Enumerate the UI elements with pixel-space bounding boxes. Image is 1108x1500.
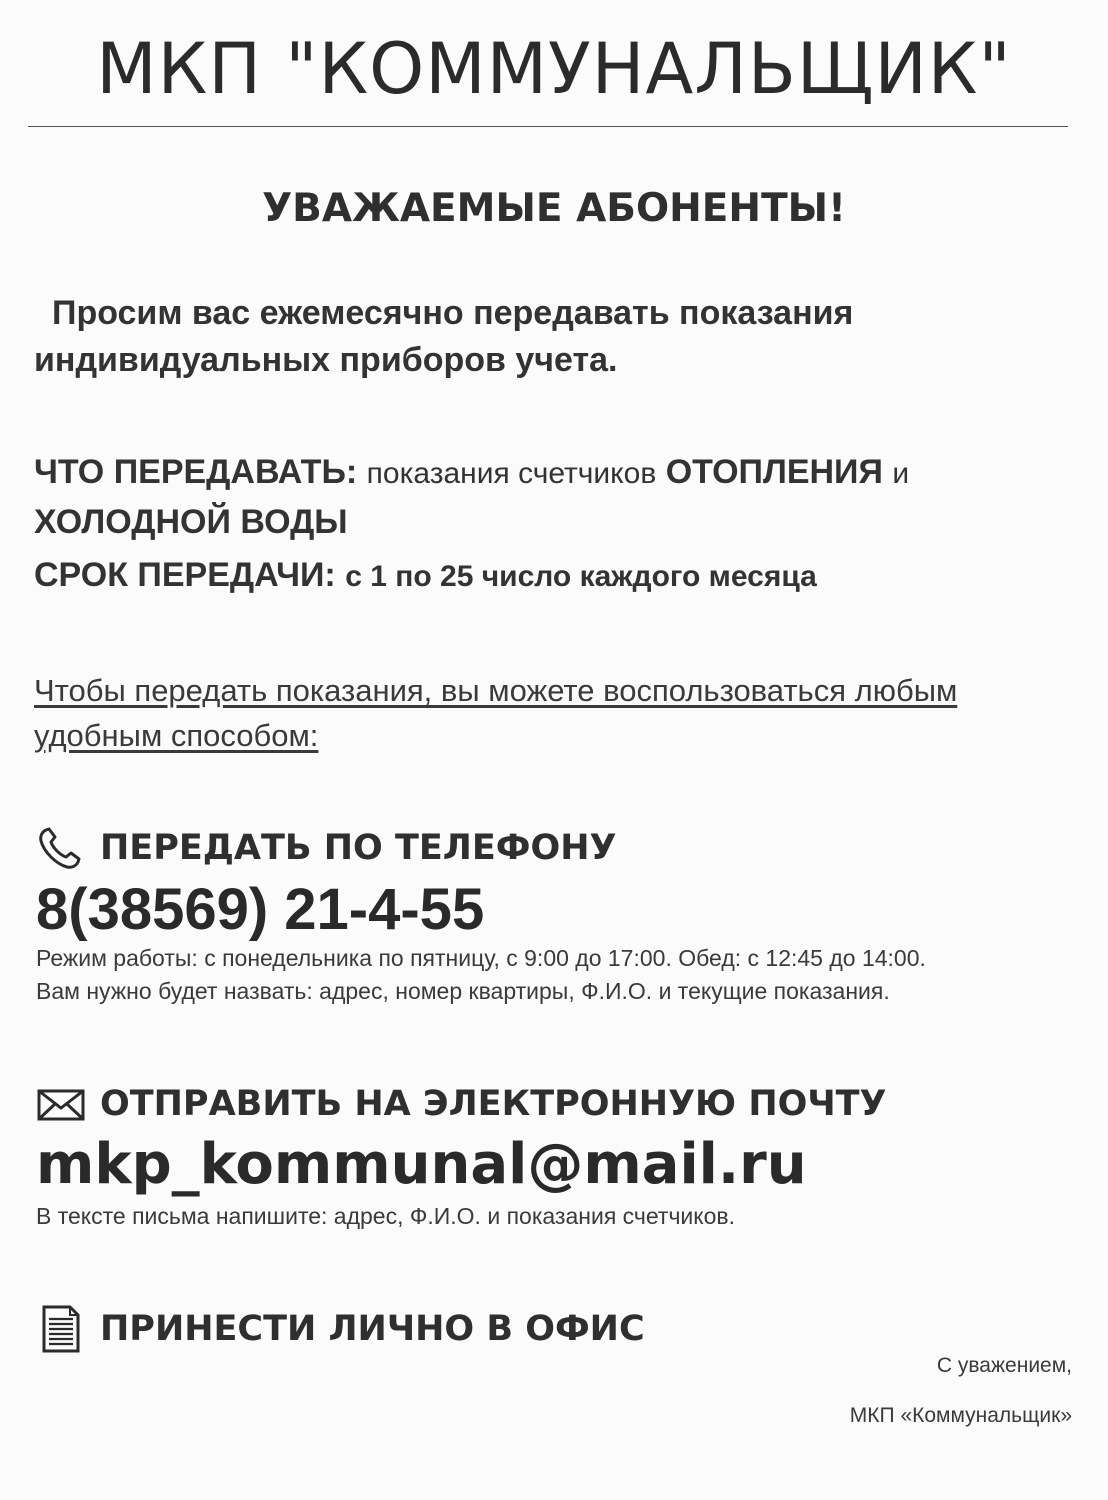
phone-method-label: ПЕРЕДАТЬ ПО ТЕЛЕФОНУ bbox=[100, 828, 617, 868]
howto-line-2: удобным способом: bbox=[34, 718, 319, 753]
phone-working-hours: Режим работы: с понедельника по пятницу, с 9:00 до 17:00. Обед: с 12:45 до 14:00. bbox=[36, 945, 926, 971]
phone-method-heading bbox=[36, 824, 617, 872]
email-address: mkp_kommunal@mail.ru bbox=[36, 1132, 807, 1197]
what-text: показания счетчиков bbox=[366, 457, 657, 490]
submission-deadline bbox=[34, 556, 1084, 595]
email-method-label: ОТПРАВИТЬ НА ЭЛЕКТРОННУЮ ПОЧТУ bbox=[100, 1084, 887, 1124]
office-method-heading bbox=[36, 1305, 645, 1353]
when-label: СРОК ПЕРЕДАЧИ: bbox=[34, 556, 336, 594]
when-value: с 1 по 25 число каждого месяца bbox=[345, 560, 817, 593]
office-method-label: ПРИНЕСТИ ЛИЧНО В ОФИС bbox=[100, 1309, 645, 1349]
phone-note: Вам нужно будет назвать: адрес, номер квартиры, Ф.И.О. и текущие показания. bbox=[36, 978, 890, 1004]
title-divider bbox=[28, 126, 1068, 127]
envelope-icon bbox=[36, 1080, 86, 1128]
what-and: и bbox=[892, 457, 910, 490]
greeting-heading: УВАЖАЕМЫЕ АБОНЕНТЫ! bbox=[262, 186, 846, 231]
phone-number: 8(38569) 21-4-55 bbox=[36, 877, 485, 942]
what-cold-water: ХОЛОДНОЙ ВОДЫ bbox=[34, 503, 348, 541]
email-method-heading bbox=[36, 1080, 887, 1128]
what-label: ЧТО ПЕРЕДАВАТЬ: bbox=[34, 453, 358, 491]
signature-regards: С уважением, bbox=[936, 1354, 1072, 1377]
document-icon bbox=[36, 1305, 86, 1353]
email-note: В тексте письма напишите: адрес, Ф.И.О. и показания счетчиков. bbox=[36, 1203, 735, 1229]
what-heating: ОТОПЛЕНИЯ bbox=[665, 453, 883, 491]
request-line-1: Просим вас ежемесячно передавать показания bbox=[52, 294, 854, 332]
what-to-submit bbox=[34, 448, 1084, 546]
organization-title: МКП "КОММУНАЛЬЩИК" bbox=[96, 28, 1012, 110]
request-paragraph bbox=[34, 290, 1074, 384]
howto-line-1: Чтобы передать показания, вы можете воспользоваться любым bbox=[34, 673, 958, 708]
phone-icon bbox=[36, 824, 86, 872]
request-line-2: индивидуальных приборов учета. bbox=[34, 341, 618, 379]
signature-organization: МКП «Коммунальщик» bbox=[849, 1404, 1072, 1427]
methods-intro bbox=[34, 668, 1084, 758]
